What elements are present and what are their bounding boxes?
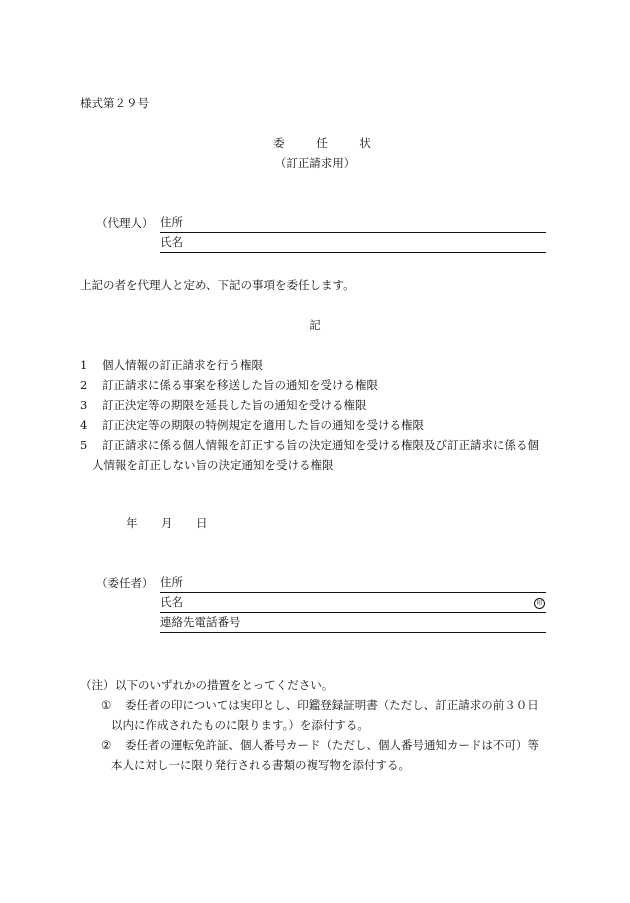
agent-address-label: 住所 — [160, 215, 183, 229]
date-day-label: 日 — [196, 516, 208, 530]
item-number: 5 — [80, 438, 88, 452]
seal-mark: 印 — [534, 598, 545, 609]
principal-phone-label: 連絡先電話番号 — [160, 615, 241, 629]
item-text: 訂正請求に係る個人情報を訂正する旨の決定通知を受ける権限及び訂正請求に係る個 — [102, 438, 539, 452]
item-number: 3 — [80, 398, 88, 412]
principal-address-label: 住所 — [160, 575, 183, 589]
item-number: 4 — [80, 418, 88, 432]
note-text-continued: 以内に作成されたものに限ります。）を添付する。 — [111, 718, 369, 732]
item-text-continued: 人情報を訂正しない旨の決定通知を受ける権限 — [92, 458, 334, 472]
form-subtitle: （訂正請求用） — [274, 156, 356, 170]
date-year-label: 年 — [126, 516, 138, 530]
date-month-label: 月 — [161, 516, 173, 530]
note-number: ① — [101, 698, 112, 712]
principal-address-field[interactable] — [160, 577, 546, 593]
form-title: 委 任 状 — [273, 136, 385, 150]
agent-name-label: 氏名 — [160, 235, 183, 249]
form-number: 様式第２９号 — [80, 96, 149, 110]
principal-heading: （委任者） — [96, 576, 154, 590]
notes-heading: （注） — [80, 678, 115, 692]
agent-name-field[interactable] — [160, 237, 546, 253]
item-number: 1 — [80, 358, 88, 372]
item-text: 訂正請求に係る事案を移送した旨の通知を受ける権限 — [102, 378, 378, 392]
agent-heading: （代理人） — [96, 216, 154, 230]
notes-intro: 以下のいずれかの措置をとってください。 — [115, 678, 334, 692]
principal-name-field[interactable] — [160, 597, 546, 613]
principal-phone-field[interactable] — [160, 617, 546, 633]
delegation-statement: 上記の者を代理人と定め、下記の事項を委任します。 — [80, 278, 355, 292]
ki-heading: 記 — [309, 318, 321, 332]
note-text: 委任者の運転免許証、個人番号カード（ただし、個人番号通知カードは不可）等 — [125, 738, 539, 752]
item-text: 訂正決定等の期限を延長した旨の通知を受ける権限 — [102, 398, 367, 412]
principal-name-label: 氏名 — [160, 595, 183, 609]
note-text: 委任者の印については実印とし、印鑑登録証明書（ただし、訂正請求の前３０日 — [125, 698, 539, 712]
item-text: 訂正決定等の期限の特例規定を適用した旨の通知を受ける権限 — [102, 418, 424, 432]
agent-address-field[interactable] — [160, 217, 546, 233]
note-text-continued: 本人に対し一に限り発行される書類の複写物を添付する。 — [111, 758, 410, 772]
item-number: 2 — [80, 378, 88, 392]
note-number: ② — [101, 738, 112, 752]
item-text: 個人情報の訂正請求を行う権限 — [102, 358, 263, 372]
